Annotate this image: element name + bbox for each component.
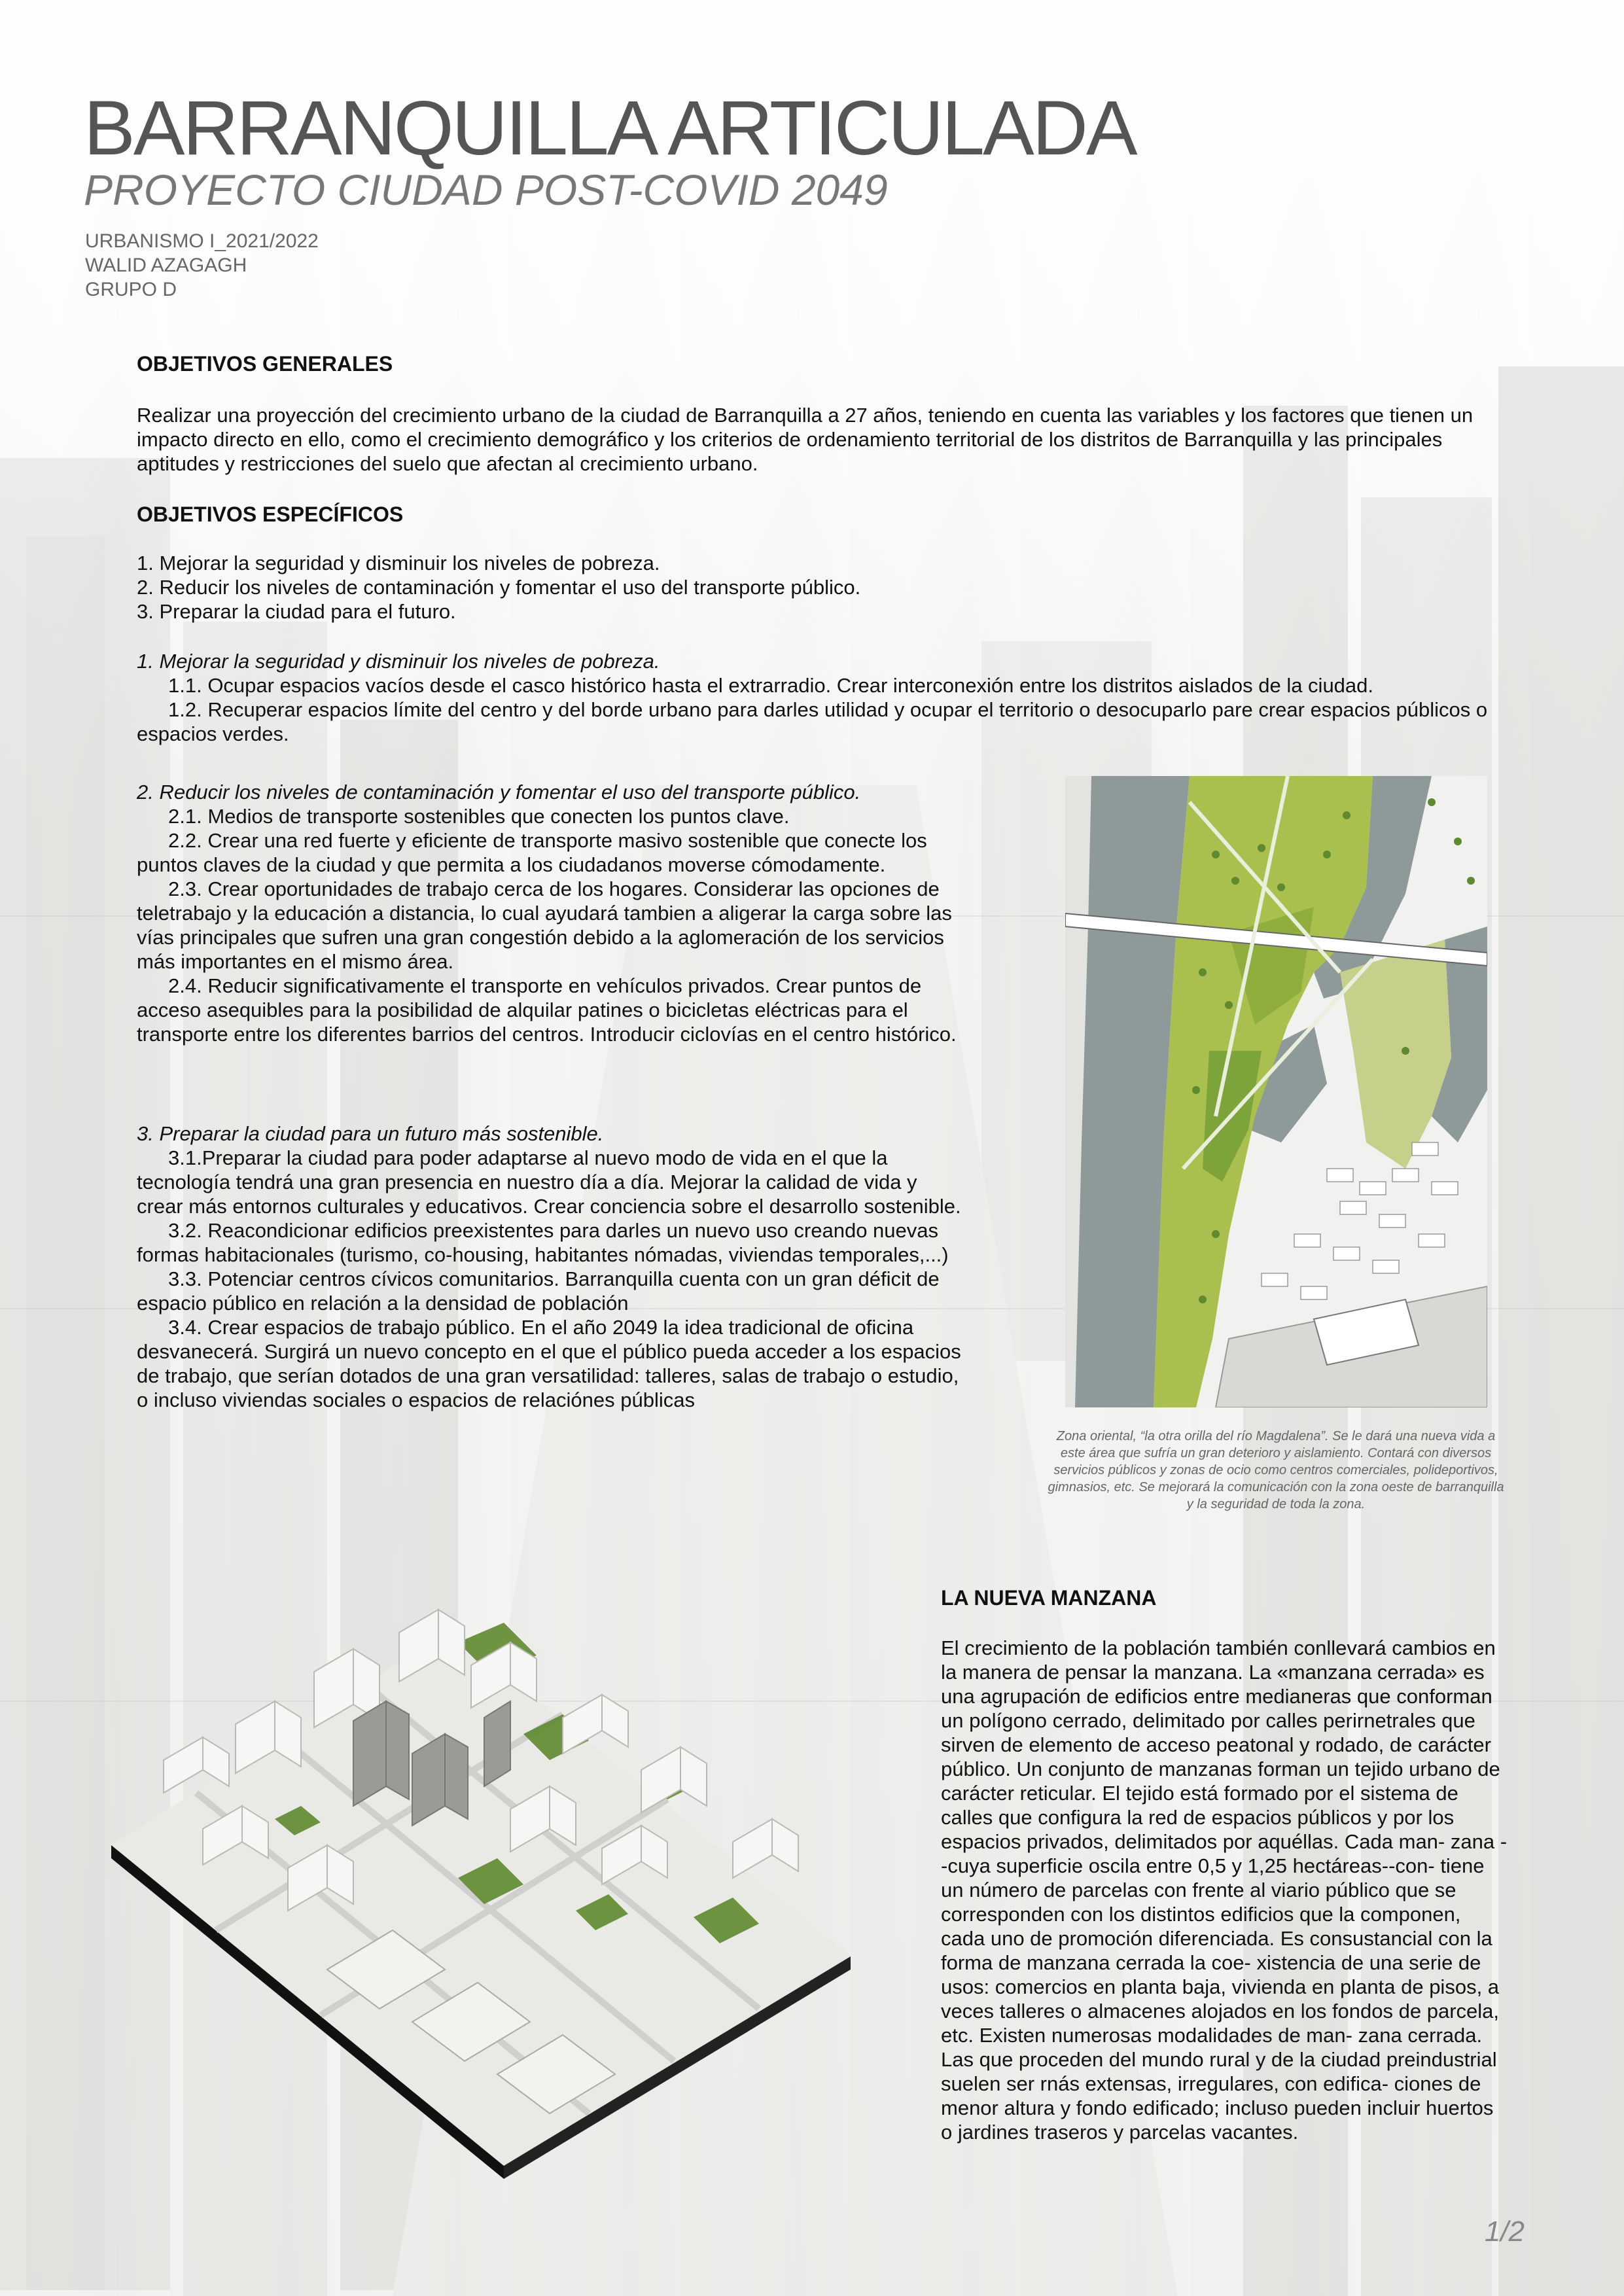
section-3-item: 3.3. Potenciar centros cívicos comunitarios. Barranquilla cuenta con un gran déficit de espacio público en relación a la densidad de población <box>137 1267 940 1315</box>
meta-group: GRUPO D <box>85 279 177 300</box>
author-meta <box>85 229 319 302</box>
meta-course: URBANISMO I_2021/2022 <box>85 230 319 252</box>
section-1-title: 1. Mejorar la seguridad y disminuir los niveles de pobreza. <box>137 650 660 673</box>
isometric-block-model <box>105 1603 890 2179</box>
section-2 <box>137 780 961 1046</box>
section-1-item: 1.1. Ocupar espacios vacíos desde el casco histórico hasta el extrarradio. Crear interconexión entre los distritos aislados de la ciudad. <box>168 674 1374 697</box>
section-2-item: 2.2. Crear una red fuerte y eficiente de transporte masivo sostenible que conecte los puntos claves de la ciudad y que permita a los ciudadanos moverse cómodamente. <box>137 829 927 876</box>
objetivos-especificos-list <box>137 551 1504 624</box>
objetivos-especificos-heading: OBJETIVOS ESPECÍFICOS <box>137 503 404 526</box>
section-1-item: 1.2. Recuperar espacios límite del centro y del borde urbano para darles utilidad y ocupar el territorio o desocuparlo pare crear espacios públicos o espacios verdes. <box>137 698 1488 745</box>
list-item: 3. Preparar la ciudad para el futuro. <box>137 600 456 623</box>
nueva-manzana-heading: LA NUEVA MANZANA <box>941 1586 1157 1610</box>
meta-author: WALID AZAGAGH <box>85 255 247 276</box>
isometric-model-illustration <box>105 1603 890 2179</box>
section-2-item: 2.4. Reducir significativamente el transporte en vehículos privados. Crear puntos de acceso asequibles para la posibilidad de alquilar patines o bicicletas eléctricas para el transporte entre los diferentes barrios del centros. Introducir ciclovías en el centro histórico. <box>137 974 957 1046</box>
section-2-title: 2. Reducir los niveles de contaminación y fomentar el uso del transporte público. <box>137 781 861 804</box>
map-caption: Zona oriental, “la otra orilla del río Magdalena”. Se le dará una nueva vida a este área que sufría un gran deterioro y aislamiento. Contará con diversos servicios públicos y zonas de ocio como centros comerciales, polideportivos, gimnasios, etc. Se mejorará la comunicación con la zona oeste de barranquilla y la seguridad de toda la zona. <box>1048 1429 1504 1511</box>
list-item: 2. Reducir los niveles de contaminación y fomentar el uso del transporte público. <box>137 576 861 599</box>
masterplan-map <box>1065 776 1487 1407</box>
objetivos-generales-heading: OBJETIVOS GENERALES <box>137 352 393 376</box>
page-title: BARRANQUILLA ARTICULADA <box>84 85 1136 171</box>
section-3 <box>137 1122 961 1412</box>
nueva-manzana-text: El crecimiento de la población también conllevará cambios en la manera de pensar la manzana. La «manzana cerrada» es una agrupación de edificios entre medianeras que conforman un polígono cerrado, delimitado por calles perirnetrales que sirven de elemento de acceso peatonal y rodado, de carácter público. Un conjunto de manzanas forman un tejido urbano de carácter reticular. El tejido está formado por el sistema de calles que configura la red de espacios públicos y por los espacios privados, delimitados por aquéllas. Cada man- zana --cuya superficie oscila entre 0,5 y 1,25 hectáreas--con- tiene un número de parcelas con frente al viario público que se corresponden con los distintos edificios que la componen, cada uno de promoción diferenciada. Es consustancial con la forma de manzana cerrada la coe- xistencia de una serie de usos: comercios en planta baja, vivienda en planta de pisos, a veces talleres o almacenes alojados en los fondos de parcela, etc. Existen numerosas modalidades de man- zana cerrada. Las que proceden del mundo rural y de la ciudad preindustrial suelen ser rnás extensas, irregulares, con edifica- ciones de menor altura y fondo edificado; incluso pueden incluir huertos o jardines traseros y parcelas vacantes. <box>941 1636 1508 2144</box>
section-3-item: 3.4. Crear espacios de trabajo público. En el año 2049 la idea tradicional de oficina desvanecerá. Surgirá un nuevo concepto en el que el público pueda acceder a los espacios de trabajo, que serían dotados de una gran versatilidad: talleres, salas de trabajo o estudio, o incluso viviendas sociales o espacios de relaciónes públicas <box>137 1316 961 1411</box>
masterplan-map-figure <box>1065 776 1487 1407</box>
section-3-title: 3. Preparar la ciudad para un futuro más sostenible. <box>137 1122 604 1145</box>
section-2-item: 2.1. Medios de transporte sostenibles que conecten los puntos clave. <box>168 805 790 828</box>
page-number: 1/2 <box>1484 2216 1525 2248</box>
section-1 <box>137 649 1504 746</box>
section-2-item: 2.3. Crear oportunidades de trabajo cerca de los hogares. Considerar las opciones de teletrabajo y la educación a distancia, lo cual ayudará tambien a aligerar la carga sobre las vías principales que sufren una gran congestión debido a la aglomeración de los servicios más importantes en el mismo área. <box>137 877 952 973</box>
section-3-item: 3.1.Preparar la ciudad para poder adaptarse al nuevo modo de vida en el que la tecnología tendrá una gran presencia en nuestro día a día. Mejorar la calidad de vida y crear más entornos culturales y educativos. Crear conciencia sobre el desarrollo sostenible. <box>137 1146 961 1218</box>
section-3-item: 3.2. Reacondicionar edificios preexistentes para darles un nuevo uso creando nuevas formas habitacionales (turismo, co-housing, habitantes nómadas, viviendas temporales,...) <box>137 1219 949 1266</box>
objetivos-generales-text: Realizar una proyección del crecimiento urbano de la ciudad de Barranquilla a 27 años, teniendo en cuenta las variables y los factores que tienen un impacto directo en ello, como el crecimiento demográfico y los criterios de ordenamiento territorial de los distritos de Barranquilla y las principales aptitudes y restricciones del suelo que afectan al crecimiento urbano. <box>137 404 1474 475</box>
list-item: 1. Mejorar la seguridad y disminuir los niveles de pobreza. <box>137 552 660 574</box>
page-subtitle: PROYECTO CIUDAD POST-COVID 2049 <box>84 166 888 214</box>
